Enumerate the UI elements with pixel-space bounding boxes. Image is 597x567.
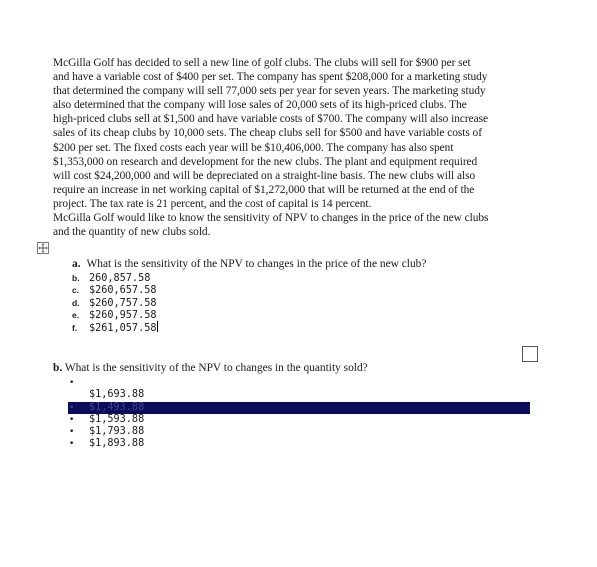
bullet-icon: • bbox=[69, 378, 75, 388]
option-value: $1,893.88 bbox=[89, 438, 145, 450]
answer-option[interactable] bbox=[72, 309, 158, 321]
question-a-text: What is the sensitivity of the NPV to changes in the price of the new club? bbox=[86, 258, 427, 270]
answer-option[interactable] bbox=[72, 284, 158, 296]
question-b-letter: b. bbox=[53, 362, 63, 374]
problem-paragraph-1: McGilla Golf has decided to sell a new line of golf clubs. The clubs will sell for $900 per set and have a variable cost of $400 per set. The company has spent $208,000 for a marketing study that determined the company will sell 77,000 sets per year for seven years. The marketing study also determined that the company will lose sales of 20,000 sets of its high-priced clubs. The high-priced clubs sell at $1,500 and have variable costs of $700. The company will also increase sales of its cheap clubs by 10,000 sets. The cheap clubs sell for $500 and have variable costs of $200 per set. The fixed costs each year will be $10,406,000. The company has also spent $1,353,000 on research and development for the new clubs. The plant and equipment required will cost $24,200,000 and will be depreciated on a straight-line basis. The new clubs will also require an increase in net working capital of $1,272,000 that will be returned at the end of the project. The tax rate is 21 percent, and the cost of capital is 14 percent. bbox=[53, 57, 488, 210]
list-item[interactable] bbox=[68, 377, 530, 389]
list-item[interactable] bbox=[68, 426, 530, 438]
answer-option[interactable] bbox=[72, 321, 158, 333]
bullet-icon: • bbox=[69, 402, 75, 413]
checkbox-icon[interactable] bbox=[522, 346, 538, 362]
bullet-icon: • bbox=[69, 439, 75, 450]
option-value: $260,957.58 bbox=[89, 309, 157, 321]
question-b-title bbox=[53, 361, 368, 375]
text-cursor bbox=[157, 321, 158, 332]
question-a-options bbox=[72, 272, 158, 333]
option-letter: d. bbox=[72, 297, 80, 308]
move-arrows-glyph bbox=[38, 243, 48, 253]
option-letter: f. bbox=[72, 323, 78, 334]
bullet-icon: • bbox=[69, 414, 75, 425]
question-a-title bbox=[72, 257, 426, 271]
bullet-icon: • bbox=[69, 427, 75, 438]
option-value: 260,857.58 bbox=[89, 273, 151, 284]
answer-option[interactable] bbox=[72, 297, 158, 309]
option-letter: c. bbox=[72, 285, 80, 296]
option-value: $260,757.58 bbox=[89, 297, 157, 309]
list-item[interactable] bbox=[68, 389, 530, 401]
move-arrows-icon[interactable] bbox=[37, 242, 49, 254]
option-value: $1,593.88 bbox=[89, 413, 145, 425]
question-b-text: What is the sensitivity of the NPV to changes in the quantity sold? bbox=[64, 362, 368, 374]
option-value: $1,693.88 bbox=[89, 389, 145, 401]
option-letter: e. bbox=[72, 309, 80, 320]
option-value: $261,057.58 bbox=[89, 323, 157, 335]
option-value: $260,657.58 bbox=[89, 285, 157, 297]
option-letter: b. bbox=[72, 273, 80, 283]
question-a-letter: a. bbox=[72, 258, 81, 270]
list-item[interactable] bbox=[68, 414, 530, 426]
option-value: $1,493.88 bbox=[89, 401, 145, 413]
option-value: $1,793.88 bbox=[89, 426, 145, 438]
problem-paragraph-2: McGilla Golf would like to know the sensitivity of NPV to changes in the price of the new clubs and the quantity of new clubs sold. bbox=[53, 212, 489, 239]
problem-statement bbox=[53, 56, 533, 239]
list-item[interactable] bbox=[68, 438, 530, 450]
question-b-options bbox=[68, 377, 530, 451]
selected-list-item[interactable] bbox=[68, 402, 530, 414]
answer-option[interactable] bbox=[72, 272, 158, 284]
